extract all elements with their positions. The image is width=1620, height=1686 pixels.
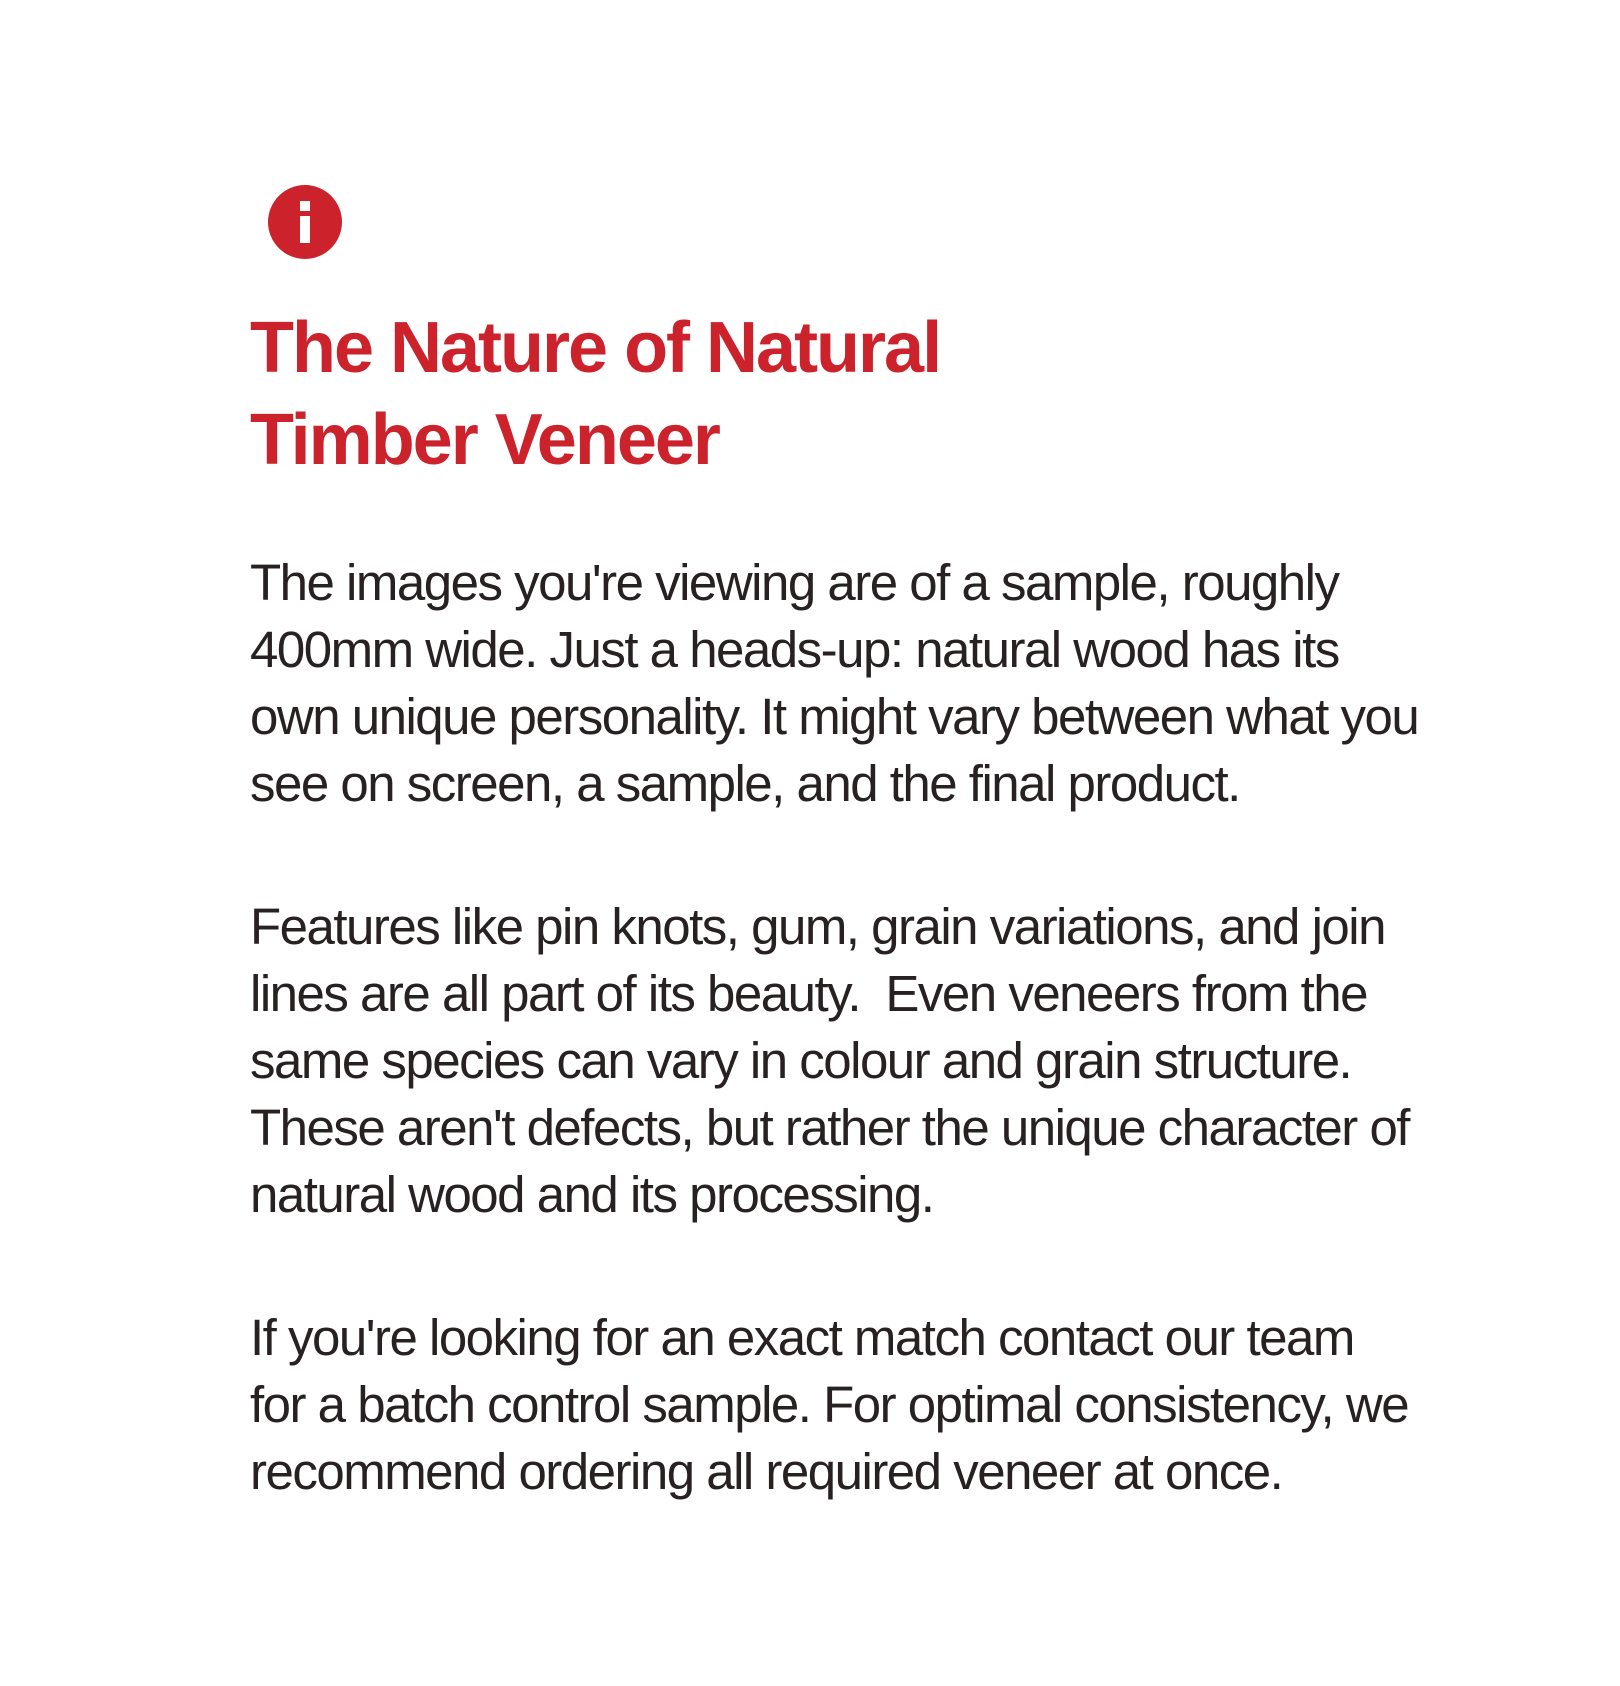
info-icon-stem [300,216,310,243]
text-line: see on screen, a sample, and the final product. [250,755,1240,812]
info-icon [268,185,342,259]
text-line: lines are all part of its beauty. Even veneers from the [250,965,1367,1022]
page-title-line: The Nature of Natural [250,308,941,388]
body-paragraph-2 [250,893,1460,1228]
text-line: 400mm wide. Just a heads-up: natural wood has its [250,621,1339,678]
text-line: same species can vary in colour and grain structure. [250,1032,1352,1089]
info-section-content [250,185,1460,1505]
body-paragraph-1 [250,549,1460,817]
text-line: If you're looking for an exact match contact our team [250,1309,1354,1366]
body-paragraph-3 [250,1304,1460,1505]
text-line: These aren't defects, but rather the unique character of [250,1099,1409,1156]
text-line: for a batch control sample. For optimal consistency, we [250,1376,1409,1433]
text-line: recommend ordering all required veneer at once. [250,1443,1283,1500]
page-title [250,302,1460,486]
info-icon-dot [300,201,310,211]
text-line: own unique personality. It might vary between what you [250,688,1419,745]
text-line: The images you're viewing are of a sample, roughly [250,554,1339,611]
text-line: Features like pin knots, gum, grain variations, and join [250,898,1385,955]
page-title-line: Timber Veneer [250,400,719,480]
text-line: natural wood and its processing. [250,1166,934,1223]
